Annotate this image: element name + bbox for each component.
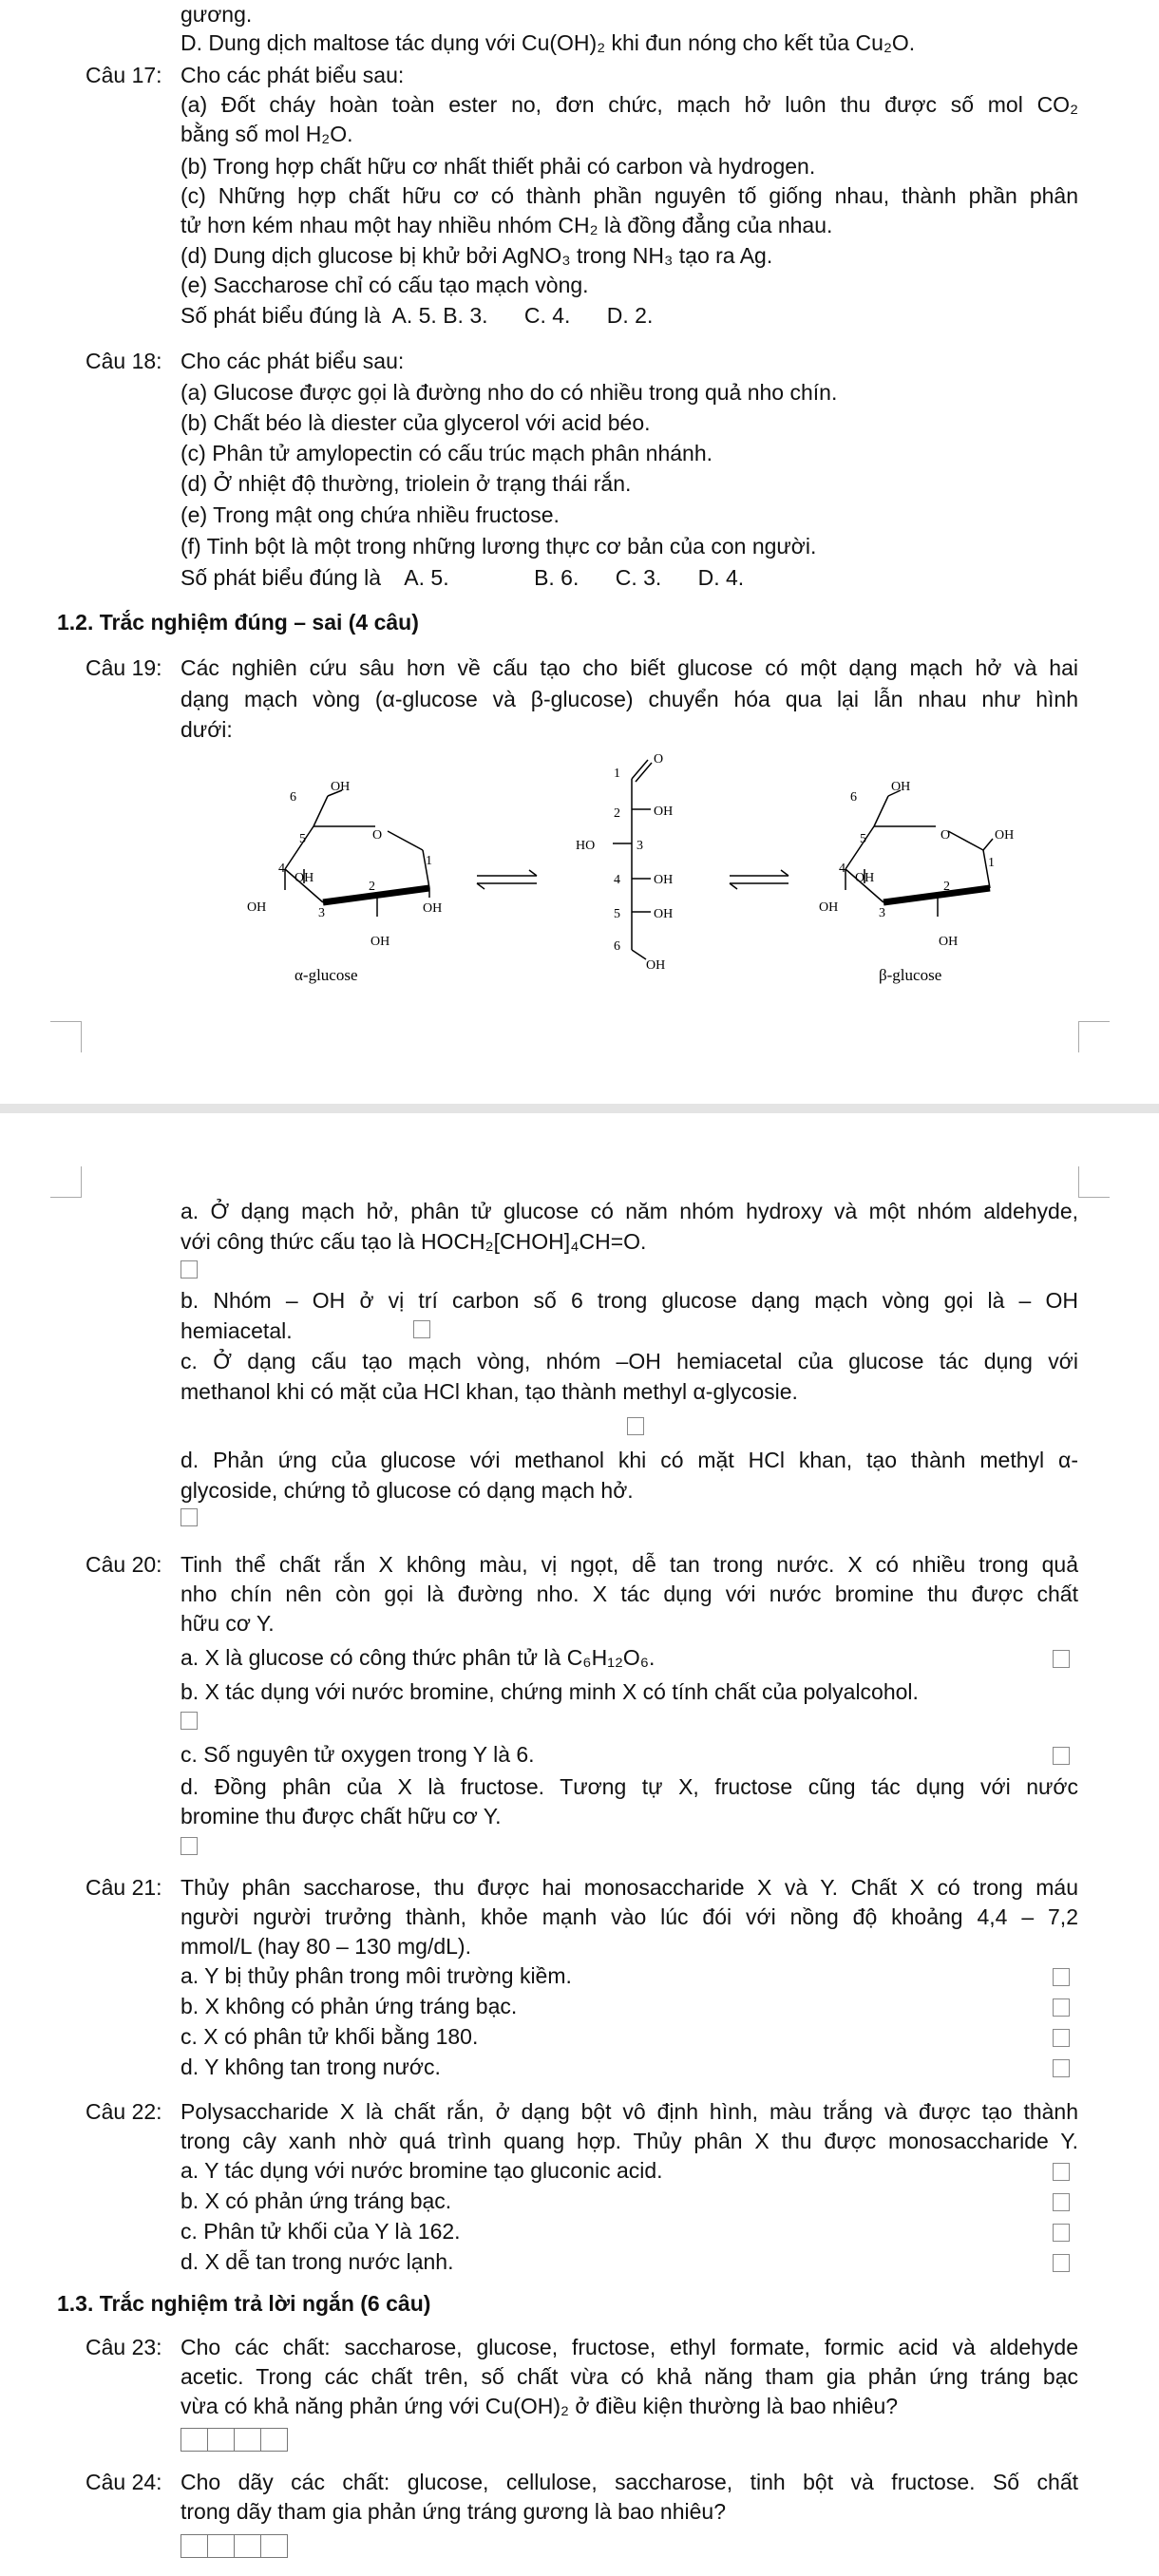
q22-c-checkbox[interactable] — [1053, 2224, 1070, 2242]
q24-label: Câu 24: — [86, 2470, 162, 2494]
page-1 — [0, 0, 1159, 1111]
q23-intro-2: acetic. Trong các chất trên, số chất vừa có khả năng tham gia phản ứng tráng bạc — [180, 2364, 1078, 2389]
q20-statement-c: c. Số nguyên tử oxygen trong Y là 6. — [180, 1742, 535, 1767]
q23-answer-boxes[interactable] — [180, 2428, 287, 2452]
svg-text:2: 2 — [369, 880, 375, 894]
q16-option-d: D. Dung dịch maltose tác dụng với Cu(OH)₂ khi đun nóng cho kết tủa Cu₂O. — [180, 30, 916, 55]
q22-d-checkbox[interactable] — [1053, 2254, 1070, 2272]
q20-d-checkbox[interactable] — [180, 1837, 198, 1855]
q18-statement-a: (a) Glucose được gọi là đường nho do có nhiều trong quả nho chín. — [180, 380, 838, 405]
svg-text:OH: OH — [939, 935, 959, 949]
q21-b-checkbox[interactable] — [1053, 1998, 1070, 2017]
q19-intro-2: dạng mạch vòng (α-glucose và β-glucose) chuyển hóa qua lại lẫn nhau như hình — [180, 687, 1078, 711]
svg-text:1: 1 — [426, 854, 432, 868]
q18-statement-b: (b) Chất béo là diester của glycerol với acid béo. — [180, 410, 651, 435]
q18-answers: Số phát biểu đúng là A. 5. B. 6. C. 3. D. 4. — [180, 565, 745, 590]
q19-statement-b-cont: hemiacetal. — [180, 1318, 293, 1343]
q18-label: Câu 18: — [86, 349, 162, 373]
open-chain-glucose — [613, 760, 652, 959]
svg-text:3: 3 — [879, 906, 885, 920]
svg-text:3: 3 — [636, 839, 643, 853]
q21-intro-3: mmol/L (hay 80 – 130 mg/dL). — [180, 1934, 471, 1959]
q24-intro-1: Cho dãy các chất: glucose, cellulose, saccharose, tinh bột và fructose. Số chất — [180, 2470, 1078, 2494]
svg-text:OH: OH — [247, 900, 267, 915]
q22-label: Câu 22: — [86, 2099, 162, 2124]
q20-statement-d-cont: bromine thu được chất hữu cơ Y. — [180, 1804, 502, 1828]
q17-statement-a: (a) Đốt cháy hoàn toàn ester no, đơn chức, mạch hở luôn thu được số mol CO₂ — [180, 92, 1078, 117]
q17-label: Câu 17: — [86, 63, 162, 87]
svg-text:OH: OH — [423, 901, 443, 916]
equilibrium-arrow-right — [730, 870, 788, 889]
svg-text:4: 4 — [839, 862, 846, 876]
q19-statement-c: c. Ở dạng cấu tạo mạch vòng, nhóm –OH hemiacetal của glucose tác dụng với — [180, 1349, 1078, 1373]
svg-text:5: 5 — [299, 832, 306, 846]
svg-text:6: 6 — [850, 790, 857, 805]
q21-intro-2: người người trưởng thành, khỏe mạnh vào lúc đói với nồng độ khoảng 4,4 – 7,2 — [180, 1904, 1078, 1929]
beta-glucose-labels — [819, 780, 1014, 984]
svg-text:OH: OH — [654, 873, 674, 887]
q19-statement-a: a. Ở dạng mạch hở, phân tử glucose có năm nhóm hydroxy và một nhóm aldehyde, — [180, 1199, 1078, 1223]
q21-a-checkbox[interactable] — [1053, 1968, 1070, 1986]
q17-statement-e: (e) Saccharose chỉ có cấu tạo mạch vòng. — [180, 273, 589, 297]
q23-intro-1: Cho các chất: saccharose, glucose, fructose, ethyl formate, formic acid và aldehyde — [180, 2335, 1078, 2359]
svg-text:6: 6 — [614, 939, 620, 954]
q21-statement-d: d. Y không tan trong nước. — [180, 2055, 441, 2079]
q20-a-checkbox[interactable] — [1053, 1650, 1070, 1668]
q22-a-checkbox[interactable] — [1053, 2163, 1070, 2181]
svg-text:O: O — [654, 752, 664, 767]
q20-label: Câu 20: — [86, 1552, 162, 1577]
svg-text:OH: OH — [819, 900, 839, 915]
svg-text:HO: HO — [576, 839, 596, 853]
svg-text:OH: OH — [855, 871, 875, 885]
open-chain-labels — [576, 752, 673, 973]
q20-statement-a: a. X là glucose có công thức phân tử là C₆H₁₂O₆. — [180, 1645, 656, 1670]
q19-statement-c-cont: methanol khi có mặt của HCl khan, tạo thành methyl α-glycosie. — [180, 1379, 798, 1404]
section-1-3-heading: 1.3. Trắc nghiệm trả lời ngắn (6 câu) — [57, 2291, 431, 2316]
svg-text:OH: OH — [891, 780, 911, 794]
svg-text:2: 2 — [943, 880, 950, 894]
q18-statement-f: (f) Tinh bột là một trong những lương thực cơ bản của con người. — [180, 534, 817, 559]
svg-text:OH: OH — [294, 871, 314, 885]
page-break — [0, 1104, 1159, 1113]
q24-answer-boxes[interactable] — [180, 2534, 287, 2558]
q22-intro-1: Polysaccharide X là chất rắn, ở dạng bột vô định hình, màu trắng và được tạo thành — [180, 2099, 1078, 2124]
q19-intro-1: Các nghiên cứu sâu hơn về cấu tạo cho biết glucose có một dạng mạch hở và hai — [180, 655, 1078, 680]
q19-statement-a-cont: với công thức cấu tạo là HOCH₂[CHOH]₄CH=O. — [180, 1229, 647, 1254]
q17-answers: Số phát biểu đúng là A. 5. B. 3. C. 4. D. 2. — [180, 303, 654, 328]
q18-statement-d: (d) Ở nhiệt độ thường, triolein ở trạng thái rắn. — [180, 471, 632, 496]
alpha-glucose-labels — [247, 780, 442, 984]
q19-statement-d-cont: glycoside, chứng tỏ glucose có dạng mạch hở. — [180, 1478, 634, 1503]
q21-intro-1: Thủy phân saccharose, thu được hai monosaccharide X và Y. Chất X có trong máu — [180, 1875, 1078, 1900]
q23-label: Câu 23: — [86, 2335, 162, 2359]
alpha-glucose-ring — [285, 790, 429, 917]
section-1-2-heading: 1.2. Trắc nghiệm đúng – sai (4 câu) — [57, 610, 419, 635]
q18-statement-c: (c) Phân tử amylopectin có cấu trúc mạch phân nhánh. — [180, 441, 713, 465]
q17-statement-a-cont: bằng số mol H₂O. — [180, 122, 353, 146]
q21-statement-b: b. X không có phản ứng tráng bạc. — [180, 1994, 518, 2018]
svg-text:OH: OH — [654, 805, 674, 819]
svg-text:2: 2 — [614, 806, 620, 821]
q22-intro-2: trong cây xanh nhờ quá trình quang hợp. Thủy phân X thu được monosaccharide Y. — [180, 2129, 1078, 2153]
beta-glucose-ring — [846, 790, 993, 917]
crop-mark — [50, 1021, 82, 1052]
q20-b-checkbox[interactable] — [180, 1712, 198, 1730]
q19-a-checkbox[interactable] — [180, 1260, 198, 1279]
q18-intro: Cho các phát biểu sau: — [180, 349, 405, 373]
svg-text:4: 4 — [278, 862, 285, 876]
svg-text:OH: OH — [646, 958, 666, 973]
q19-label: Câu 19: — [86, 655, 162, 680]
q19-c-checkbox[interactable] — [627, 1417, 644, 1435]
q20-c-checkbox[interactable] — [1053, 1747, 1070, 1765]
page-2 — [0, 1113, 1159, 2576]
q22-statement-c: c. Phân tử khối của Y là 162. — [180, 2219, 461, 2244]
q19-b-checkbox[interactable] — [413, 1320, 430, 1338]
q17-statement-b: (b) Trong hợp chất hữu cơ nhất thiết phải có carbon và hydrogen. — [180, 154, 816, 179]
crop-mark — [1078, 1021, 1110, 1052]
q22-statement-a: a. Y tác dụng với nước bromine tạo gluconic acid. — [180, 2158, 663, 2183]
q22-statement-b: b. X có phản ứng tráng bạc. — [180, 2188, 452, 2213]
q17-statement-c-cont: tử hơn kém nhau một hay nhiều nhóm CH₂ là đồng đẳng của nhau. — [180, 213, 833, 237]
q17-statement-d: (d) Dung dịch glucose bị khử bởi AgNO₃ trong NH₃ tạo ra Ag. — [180, 243, 773, 268]
svg-text:3: 3 — [318, 906, 325, 920]
svg-text:5: 5 — [614, 907, 620, 921]
q21-c-checkbox[interactable] — [1053, 2029, 1070, 2047]
svg-text:O: O — [940, 828, 951, 843]
alpha-glucose-caption: α-glucose — [294, 966, 358, 984]
crop-mark — [1078, 1166, 1110, 1198]
q21-statement-a: a. Y bị thủy phân trong môi trường kiềm. — [180, 1963, 572, 1988]
q20-intro-2: nho chín nên còn gọi là đường nho. X tác dụng với nước bromine thu được chất — [180, 1582, 1078, 1606]
q24-intro-2: trong dãy tham gia phản ứng tráng gương là bao nhiêu? — [180, 2499, 727, 2524]
q17-statement-c: (c) Những hợp chất hữu cơ có thành phần nguyên tố giống nhau, thành phần phân — [180, 183, 1078, 208]
q20-intro-1: Tinh thể chất rắn X không màu, vị ngọt, dễ tan trong nước. X có nhiều trong quả — [180, 1552, 1078, 1577]
q20-statement-d: d. Đồng phân của X là fructose. Tương tự X, fructose cũng tác dụng với nước — [180, 1774, 1078, 1799]
q19-d-checkbox[interactable] — [180, 1508, 198, 1526]
q19-statement-b: b. Nhóm – OH ở vị trí carbon số 6 trong glucose dạng mạch vòng gọi là – OH — [180, 1288, 1078, 1313]
crop-mark — [50, 1166, 82, 1198]
q21-d-checkbox[interactable] — [1053, 2059, 1070, 2077]
svg-text:1: 1 — [988, 856, 995, 870]
svg-text:1: 1 — [614, 767, 620, 781]
equilibrium-arrow-left — [477, 870, 537, 889]
beta-glucose-caption: β-glucose — [879, 966, 942, 984]
svg-text:OH: OH — [331, 780, 351, 794]
q17-intro: Cho các phát biểu sau: — [180, 63, 405, 87]
q20-intro-3: hữu cơ Y. — [180, 1611, 275, 1636]
q16-line-1: gương. — [180, 2, 253, 27]
svg-text:O: O — [372, 828, 383, 843]
svg-text:6: 6 — [290, 790, 296, 805]
q21-label: Câu 21: — [86, 1875, 162, 1900]
svg-text:OH: OH — [654, 907, 674, 921]
q19-statement-d: d. Phản ứng của glucose với methanol khi có mặt HCl khan, tạo thành methyl α- — [180, 1448, 1078, 1472]
svg-text:OH: OH — [995, 828, 1015, 843]
q22-b-checkbox[interactable] — [1053, 2193, 1070, 2211]
q19-intro-3: dưới: — [180, 717, 233, 742]
svg-text:OH: OH — [370, 935, 390, 949]
q21-statement-c: c. X có phân tử khối bằng 180. — [180, 2024, 479, 2049]
glucose-structures-figure — [0, 741, 1159, 988]
q23-intro-3: vừa có khả năng phản ứng với Cu(OH)₂ ở điều kiện thường là bao nhiêu? — [180, 2394, 899, 2418]
q20-statement-b: b. X tác dụng với nước bromine, chứng minh X có tính chất của polyalcohol. — [180, 1679, 919, 1704]
q18-statement-e: (e) Trong mật ong chứa nhiều fructose. — [180, 502, 560, 527]
svg-text:4: 4 — [614, 873, 620, 887]
svg-text:5: 5 — [860, 832, 866, 846]
q22-statement-d: d. X dễ tan trong nước lạnh. — [180, 2249, 454, 2274]
